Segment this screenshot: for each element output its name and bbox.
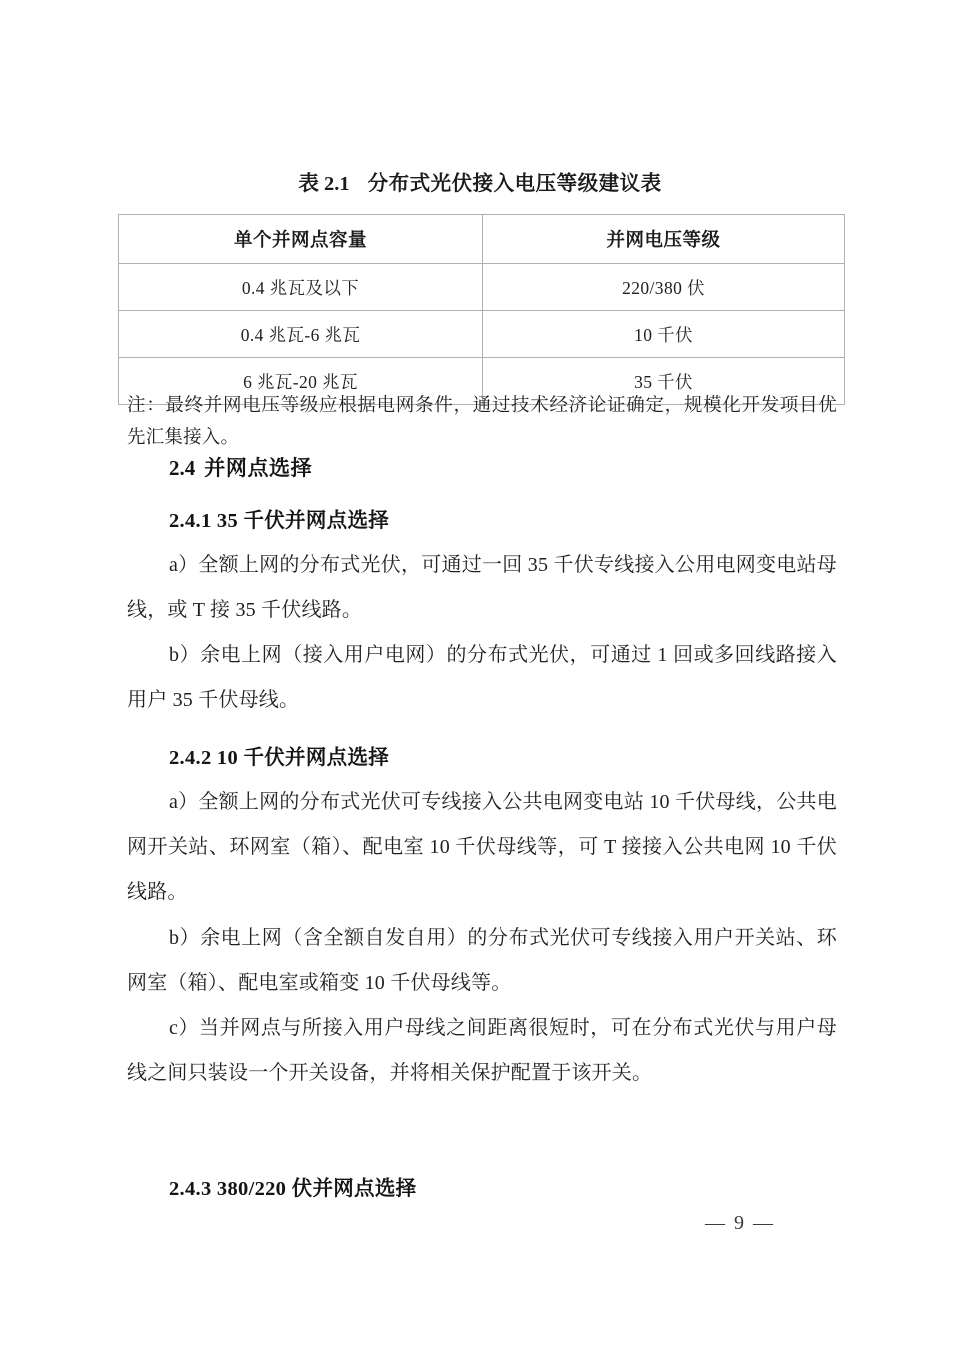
- subsection-heading-2-4-3: 2.4.3 380/220 伏并网点选择: [169, 1178, 417, 1200]
- page-number: — 9 —: [705, 1212, 775, 1234]
- table-caption-number: 表 2.1: [298, 173, 350, 195]
- subsection-heading-2-4-2: 2.4.2 10 千伏并网点选择: [169, 747, 390, 769]
- paragraph-2-4-2-b: b）余电上网（含全额自发自用）的分布式光伏可专线接入用户开关站、环网室（箱）、配电室或箱变 10 千伏母线等。: [127, 927, 837, 994]
- table-cell-capacity: 0.4 兆瓦及以下: [119, 264, 483, 311]
- table-cell-capacity: 0.4 兆瓦-6 兆瓦: [119, 311, 483, 358]
- table-cell-voltage: 220/380 伏: [483, 264, 845, 311]
- section-heading-number: 2.4: [169, 456, 196, 480]
- subsection-heading-2-4-1: 2.4.1 35 千伏并网点选择: [169, 510, 390, 532]
- table-cell-capacity: 6 兆瓦-20 兆瓦: [119, 358, 483, 405]
- table-row: [119, 311, 845, 358]
- paragraph-2-4-1-b: b）余电上网（接入用户电网）的分布式光伏，可通过 1 回或多回线路接入用户 35 千伏母线。: [127, 644, 837, 711]
- table-caption: [118, 166, 842, 196]
- table-cell-voltage: 10 千伏: [483, 311, 845, 358]
- voltage-level-table: [118, 214, 845, 405]
- table-caption-text: 分布式光伏接入电压等级建议表: [367, 172, 662, 195]
- section-heading-title: 并网点选择: [204, 457, 313, 480]
- table-header-row: [119, 215, 845, 264]
- table-header-capacity: 单个并网点容量: [119, 215, 483, 264]
- table-row: [119, 264, 845, 311]
- paragraph-2-4-2-a: a）全额上网的分布式光伏可专线接入公共电网变电站 10 千伏母线，公共电网开关站、环网室（箱）、配电室 10 千伏母线等，可 T 接接入公共电网 10 千伏线路。: [127, 791, 837, 903]
- paragraph-2-4-2-c: c）当并网点与所接入用户母线之间距离很短时，可在分布式光伏与用户母线之间只装设一个开关设备，并将相关保护配置于该开关。: [127, 1017, 837, 1084]
- table-note: 注：最终并网电压等级应根据电网条件，通过技术经济论证确定，规模化开发项目优先汇集接入。: [127, 396, 837, 448]
- section-heading-2-4: [169, 452, 312, 482]
- paragraph-2-4-1-a: a）全额上网的分布式光伏，可通过一回 35 千伏专线接入公用电网变电站母线，或 T 接 35 千伏线路。: [127, 554, 837, 621]
- table-cell-voltage: 35 千伏: [483, 358, 845, 405]
- table-header-voltage: 并网电压等级: [483, 215, 845, 264]
